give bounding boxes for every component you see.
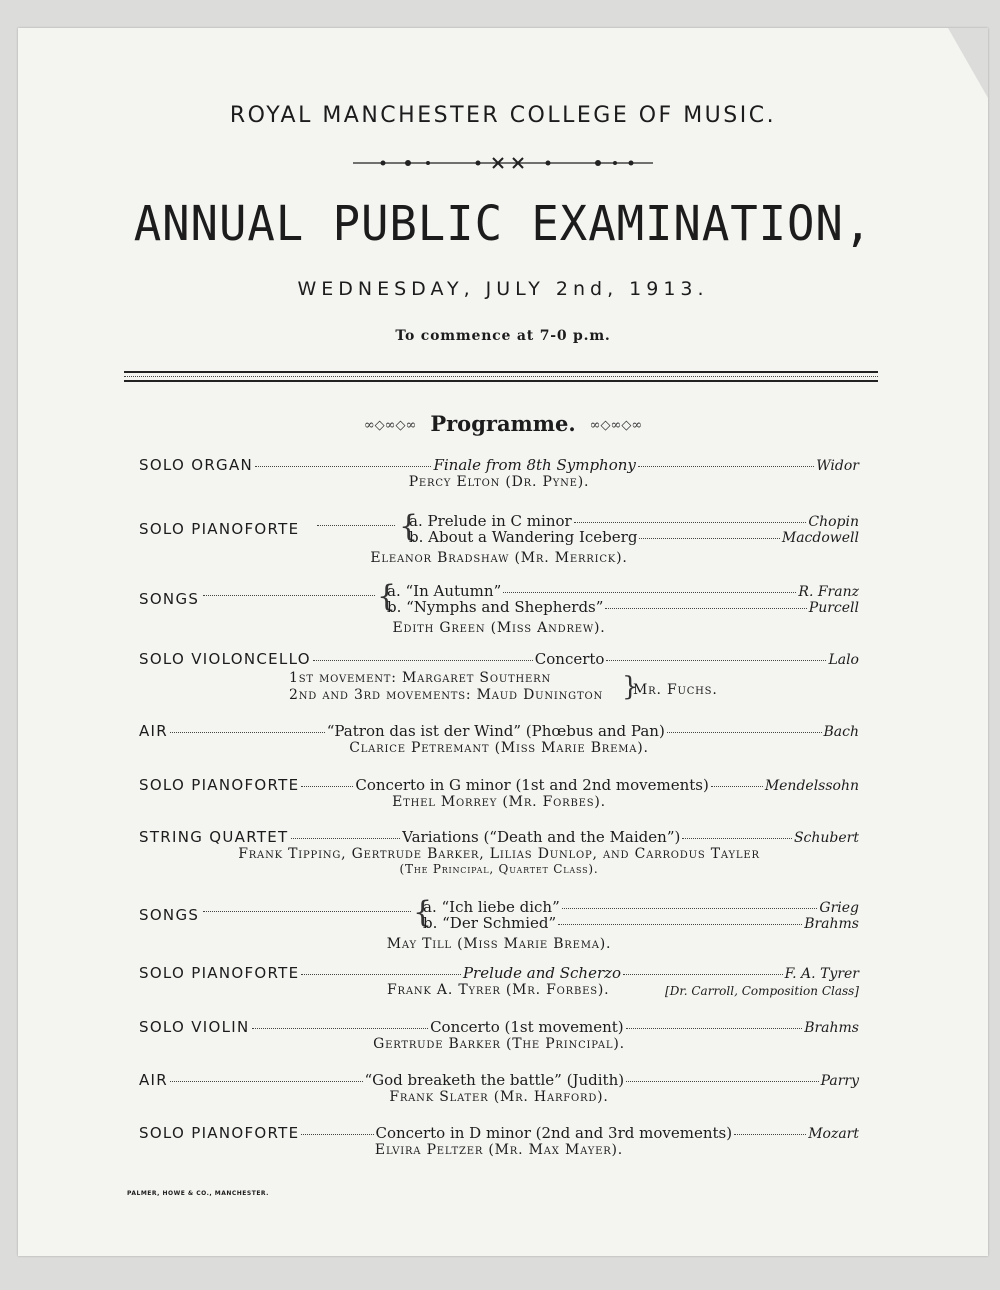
page-title: ANNUAL PUBLIC EXAMINATION,	[133, 196, 873, 252]
programme-item	[139, 509, 859, 572]
item-work: Concerto in D minor (2nd and 3rd movements)	[375, 1124, 733, 1142]
leader-dots	[623, 974, 783, 975]
programme-item	[139, 776, 859, 810]
item-work: “Patron das ist der Wind” (Phœbus and Pan)	[326, 722, 665, 740]
item-category: SOLO VIOLONCELLO	[139, 650, 311, 668]
leader-dots	[711, 786, 763, 787]
item-performer: Edith Green (Miss Andrew).	[392, 620, 606, 636]
item-category: SOLO PIANOFORTE	[139, 776, 300, 794]
item-work: Concerto	[534, 650, 605, 668]
item-category: SOLO PIANOFORTE	[139, 520, 300, 538]
programme-item	[139, 722, 859, 756]
item-part: b. About a Wandering Iceberg Macdowell	[409, 528, 859, 546]
leader-dots	[734, 1134, 806, 1135]
programme-heading	[18, 411, 988, 436]
brace: {	[377, 579, 397, 614]
printer-imprint: PALMER, HOWE & CO., MANCHESTER.	[127, 1190, 269, 1197]
leader-dots	[291, 838, 401, 839]
item-category: SONGS	[139, 590, 200, 608]
leader-dots	[170, 732, 325, 733]
divider-rule	[124, 376, 878, 377]
item-performer: Ethel Morrey (Mr. Forbes).	[392, 794, 606, 810]
leader-dots	[170, 1081, 362, 1082]
item-composer: Mozart	[808, 1126, 859, 1142]
movement-performer: 2nd and 3rd movements: Maud Dunington	[289, 687, 603, 703]
event-date: WEDNESDAY, JULY 2nd, 1913.	[297, 278, 709, 300]
programme-item	[139, 964, 859, 1002]
item-composer: Bach	[823, 724, 859, 740]
item-note: [Dr. Carroll, Composition Class]	[665, 984, 859, 998]
folded-corner	[948, 28, 988, 98]
leader-dots	[252, 1028, 429, 1029]
item-category: AIR	[139, 722, 169, 740]
leader-dots	[667, 732, 822, 733]
leader-dots	[301, 1134, 373, 1135]
programme-item	[139, 650, 859, 710]
leader-dots	[606, 660, 826, 661]
item-performer: Frank Slater (Mr. Harford).	[389, 1089, 609, 1105]
programme-label: Programme.	[430, 411, 576, 436]
leader-dots	[203, 911, 411, 912]
item-category: SONGS	[139, 906, 200, 924]
programme-item	[139, 895, 859, 958]
leader-dots	[317, 525, 395, 526]
leader-dots	[682, 838, 792, 839]
leader-dots	[626, 1081, 818, 1082]
leader-dots	[638, 466, 814, 467]
divider-rule	[124, 380, 878, 382]
item-category: SOLO PIANOFORTE	[139, 1124, 300, 1142]
item-composer: Mendelssohn	[764, 778, 860, 794]
item-performer-note: (The Principal, Quartet Class).	[399, 862, 599, 876]
college-name: ROYAL MANCHESTER COLLEGE OF MUSIC.	[229, 103, 777, 128]
item-part: a. “In Autumn” R. Franz	[387, 582, 859, 600]
item-work: Finale from 8th Symphony	[433, 456, 636, 474]
item-composer: Parry	[820, 1073, 859, 1089]
programme-item	[139, 456, 859, 490]
item-category: AIR	[139, 1071, 169, 1089]
item-part: b. “Der Schmied” Brahms	[423, 914, 859, 932]
item-composer: Schubert	[793, 830, 859, 846]
programme-item	[139, 1018, 859, 1052]
item-part: a. “Ich liebe dich” Grieg	[423, 898, 859, 916]
item-category: SOLO PIANOFORTE	[139, 964, 300, 982]
programme-sheet	[18, 28, 988, 1256]
item-teacher: Mr. Fuchs.	[633, 682, 718, 698]
ornament-divider	[353, 156, 653, 170]
item-performer: Gertrude Barker (The Principal).	[373, 1036, 625, 1052]
item-composer: Lalo	[828, 652, 859, 668]
brace: }	[622, 672, 639, 702]
item-performer: Eleanor Bradshaw (Mr. Merrick).	[370, 550, 628, 566]
item-category: STRING QUARTET	[139, 828, 289, 846]
item-performer: May Till (Miss Marie Brema).	[386, 936, 612, 952]
item-performer: Percy Elton (Dr. Pyne).	[408, 474, 590, 490]
item-part: a. Prelude in C minor Chopin	[409, 512, 859, 530]
leader-dots	[203, 595, 375, 596]
leader-dots	[301, 786, 353, 787]
flourish-ornament: ∞◇∞◇∞	[363, 418, 417, 433]
programme-item	[139, 579, 859, 642]
item-part: b. “Nymphs and Shepherds” Purcell	[387, 598, 859, 616]
flourish-ornament: ∞◇∞◇∞	[589, 418, 643, 433]
leader-dots	[301, 974, 461, 975]
item-work: Prelude and Scherzo	[462, 964, 622, 982]
programme-item	[139, 828, 859, 876]
item-composer: F. A. Tyrer	[784, 966, 859, 982]
leader-dots	[626, 1028, 803, 1029]
item-category: SOLO ORGAN	[139, 456, 254, 474]
programme-item	[139, 1071, 859, 1105]
divider-rule	[124, 371, 878, 373]
item-work: Concerto in G minor (1st and 2nd movements)	[355, 776, 709, 794]
item-composer: Brahms	[804, 1020, 859, 1036]
item-work: Variations (“Death and the Maiden”)	[402, 828, 681, 846]
movement-performer: 1st movement: Margaret Southern	[289, 670, 552, 686]
item-category: SOLO VIOLIN	[139, 1018, 250, 1036]
programme-item	[139, 1124, 859, 1158]
item-work: Concerto (1st movement)	[430, 1018, 624, 1036]
brace: {	[413, 895, 433, 930]
leader-dots	[255, 466, 431, 467]
item-performer: Clarice Petremant (Miss Marie Brema).	[349, 740, 649, 756]
item-composer: Widor	[816, 458, 859, 474]
item-performer: Elvira Peltzer (Mr. Max Mayer).	[374, 1142, 624, 1158]
start-time: To commence at 7-0 p.m.	[395, 328, 611, 344]
item-performer: Frank Tipping, Gertrude Barker, Lilias Dunlop, and Carrodus Tayler	[238, 846, 760, 862]
item-work: “God breaketh the battle” (Judith)	[364, 1071, 625, 1089]
item-performer: Frank A. Tyrer (Mr. Forbes).	[387, 982, 610, 998]
leader-dots	[313, 660, 533, 661]
brace: {	[399, 509, 419, 544]
